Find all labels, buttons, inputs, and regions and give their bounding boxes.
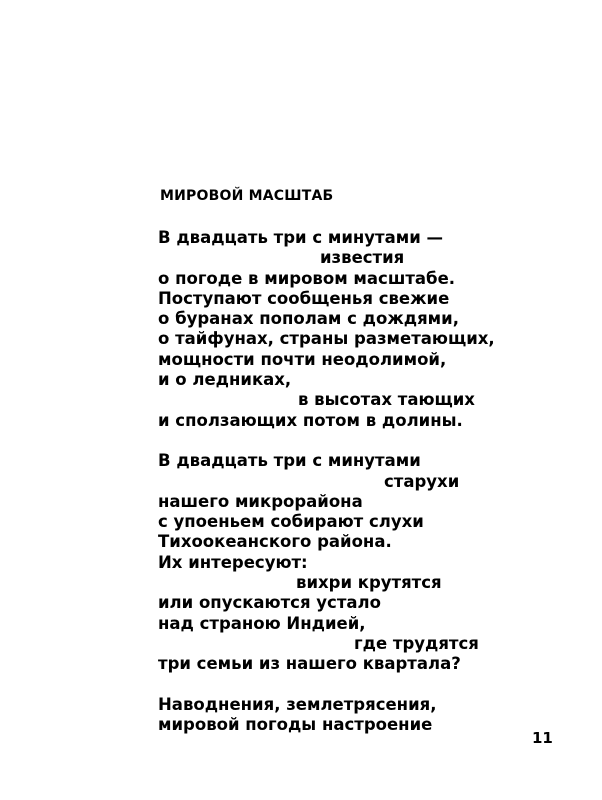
stanza bbox=[158, 228, 498, 431]
poem-line: о погоде в мировом масштабе. bbox=[158, 268, 456, 288]
poem-line: мировой погоды настроение bbox=[158, 715, 433, 735]
poem-line: над страною Индией, bbox=[158, 613, 366, 633]
poem-line: Тихоокеанского района. bbox=[158, 532, 392, 552]
poem-line: В двадцать три с минутами — bbox=[158, 228, 444, 247]
poem-line: Наводнения, землетрясения, bbox=[158, 694, 437, 714]
poem-line: и сползающих потом в долины. bbox=[158, 410, 463, 430]
poem-line: или опускаются устало bbox=[158, 593, 381, 613]
poem-line: старухи bbox=[384, 471, 460, 491]
poem-body bbox=[158, 228, 498, 735]
stanza bbox=[158, 451, 498, 674]
poem-line: В двадцать три с минутами bbox=[158, 451, 421, 471]
poem-line: известия bbox=[320, 248, 405, 268]
poem-line: и о ледниках, bbox=[158, 370, 292, 390]
poem-line: три семьи из нашего квартала? bbox=[158, 654, 461, 674]
poem-title: МИРОВОЙ МАСШТАБ bbox=[160, 188, 334, 204]
page-number: 11 bbox=[532, 729, 553, 747]
stanza bbox=[158, 695, 498, 736]
poem-line: мощности почти неодолимой, bbox=[158, 349, 447, 369]
poem-line: с упоеньем собирают слухи bbox=[158, 512, 424, 532]
poem-line: Поступают сообщенья свежие bbox=[158, 288, 450, 308]
poem-line: в высотах тающих bbox=[298, 390, 475, 410]
poem-line: о тайфунах, страны разметающих, bbox=[158, 329, 495, 349]
poem-line: Их интересуют: bbox=[158, 552, 308, 572]
poem-line: нашего микрорайона bbox=[158, 491, 363, 511]
poem-line: о буранах пополам с дождями, bbox=[158, 309, 459, 329]
stanza-gap bbox=[158, 675, 498, 695]
stanza-gap bbox=[158, 431, 498, 451]
poem-line: вихри крутятся bbox=[296, 573, 442, 593]
poem-line: где трудятся bbox=[354, 633, 479, 653]
